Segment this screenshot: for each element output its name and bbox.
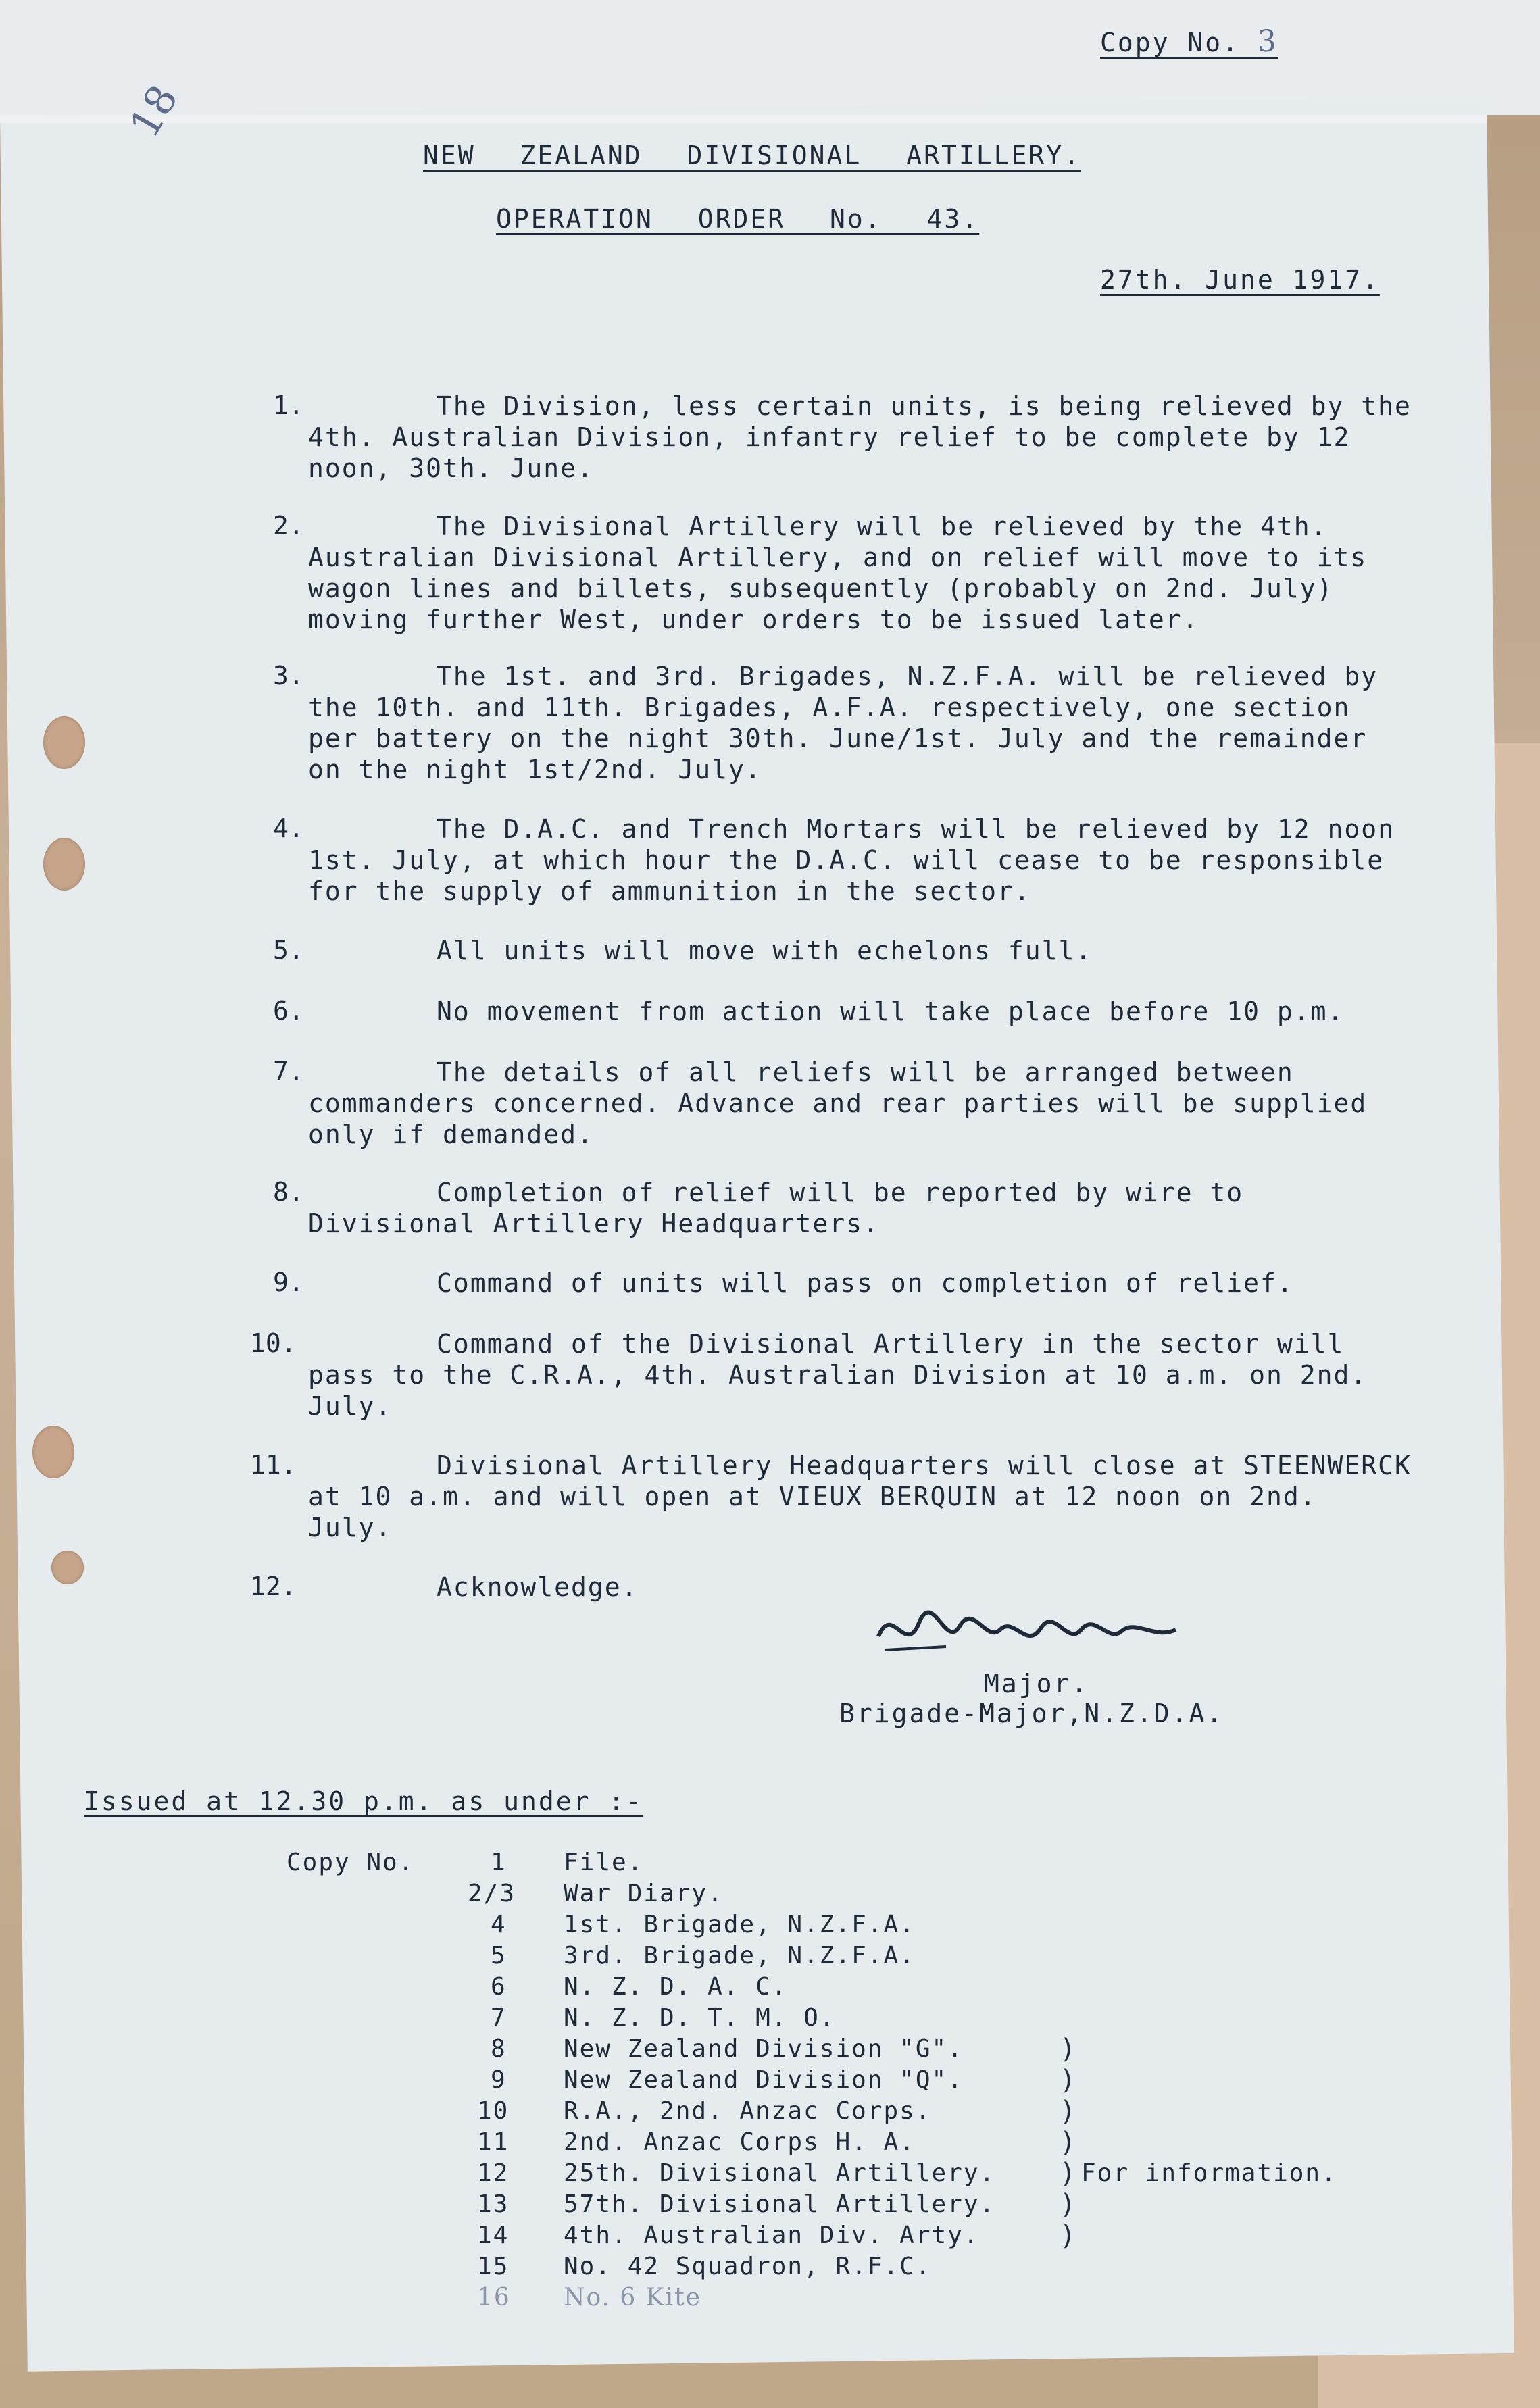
- paragraph-continuation: 12 noon 1st. July, at which hour the D.A.C. will cease to be responsible for the supply of ammunition in the sector.: [308, 814, 1395, 906]
- paragraph-text: [308, 511, 1416, 635]
- paragraph-text: [308, 1177, 1416, 1239]
- paragraph-first-line: The Divisional Artillery will be relieved by the 4th.: [437, 511, 1328, 541]
- paragraph-number: 5.: [273, 935, 304, 965]
- paragraph-number: 2.: [273, 511, 304, 541]
- paragraph-number: 12.: [250, 1572, 297, 1601]
- distribution-copy-number: 10: [477, 2097, 510, 2125]
- paragraph-text: [308, 1328, 1416, 1422]
- paragraph-text: [308, 1572, 1416, 1603]
- distribution-copy-number: 13: [477, 2190, 510, 2218]
- paragraph-text: [308, 391, 1416, 484]
- paragraph-number: 3.: [273, 661, 304, 691]
- info-brace: ): [1060, 2220, 1076, 2251]
- distribution-copy-number: 15: [477, 2253, 510, 2280]
- distribution-copy-number: 16: [477, 2284, 511, 2311]
- paragraph-number: 1.: [273, 391, 304, 420]
- document-date: 27th. June 1917.: [1100, 265, 1381, 295]
- distribution-heading: Issued at 12.30 p.m. as under :-: [84, 1786, 644, 1816]
- distribution-copy-number: 6: [491, 1973, 507, 2001]
- signature-role: Brigade-Major,N.Z.D.A.: [839, 1699, 1224, 1728]
- paragraph-first-line: The details of all reliefs will be arranged between: [437, 1057, 1294, 1087]
- paragraph-number: 10.: [250, 1328, 297, 1358]
- paragraph-first-line: Command of the Divisional Artillery in the sector: [437, 1329, 1261, 1359]
- paragraph-continuation: commanders concerned. Advance and rear parties will be supplied only if demanded.: [308, 1088, 1368, 1149]
- distribution-recipient: N. Z. D. T. M. O.: [564, 2004, 836, 2032]
- signature: [865, 1589, 1189, 1673]
- paragraph-first-line: No movement from action will take place before 10 p.m.: [437, 997, 1345, 1026]
- distribution-recipient: No. 6 Kite: [564, 2284, 701, 2311]
- paragraph-first-line: Command of units will pass on completion of relief.: [437, 1268, 1294, 1298]
- paragraph-first-line: Completion of relief will be reported by wire to: [437, 1178, 1244, 1207]
- paragraph-continuation: will pass to the C.R.A., 4th. Australian Division at 10 a.m. on 2nd. July.: [308, 1329, 1368, 1421]
- paragraph-first-line: The D.A.C. and Trench Mortars will be relieved by: [437, 814, 1261, 844]
- paragraph-number: 7.: [273, 1057, 304, 1086]
- paragraph-number: 4.: [273, 813, 304, 843]
- info-brace: ): [1060, 2065, 1076, 2096]
- document-title: NEW ZEALAND DIVISIONAL ARTILLERY.: [423, 141, 1081, 170]
- distribution-recipient: 57th. Divisional Artillery.: [564, 2190, 996, 2218]
- distribution-copy-number: 1: [491, 1849, 507, 1876]
- copy-no-label: Copy No.: [287, 1849, 415, 1876]
- paragraph-text: [308, 996, 1416, 1027]
- info-brace: ): [1060, 2127, 1076, 2158]
- paragraph-first-line: All units will move with echelons full.: [437, 936, 1093, 965]
- paragraph-text: [308, 1268, 1416, 1299]
- corner-handwriting: 18: [120, 77, 188, 146]
- distribution-copy-number: 5: [491, 1942, 507, 1970]
- paragraph-text: [308, 1057, 1416, 1150]
- document-subtitle: OPERATION ORDER No. 43.: [496, 204, 980, 234]
- copy-number: 3: [1257, 24, 1278, 59]
- paragraph-first-line: Divisional Artillery Headquarters will close at: [437, 1451, 1227, 1480]
- distribution-recipient: No. 42 Squadron, R.F.C.: [564, 2253, 932, 2280]
- signature-rank: Major.: [984, 1669, 1089, 1699]
- paragraph-number: 9.: [273, 1268, 304, 1297]
- distribution-copy-number: 9: [491, 2066, 507, 2094]
- distribution-copy-number: 12: [477, 2159, 510, 2187]
- paragraph-continuation: by the 10th. and 11th. Brigades, A.F.A. respectively, one section per battery on the night 30th. June/1st. July and the remainder on the night 1st/2nd. July.: [308, 661, 1378, 784]
- paragraph-continuation: Divisional Artillery Headquarters.: [308, 1209, 880, 1238]
- paragraph-continuation: by the 4th. Australian Division, infantry relief to be complete by 12 noon, 30th. June.: [308, 391, 1412, 483]
- distribution-recipient: N. Z. D. A. C.: [564, 1973, 788, 2001]
- info-brace: ): [1060, 2189, 1076, 2220]
- copy-label: Copy No. 3: [1100, 24, 1278, 59]
- paragraph-first-line: The 1st. and 3rd. Brigades, N.Z.F.A. will be relieved: [437, 661, 1328, 691]
- for-information-note: For information.: [1081, 2159, 1337, 2187]
- info-brace: ): [1060, 2034, 1076, 2065]
- distribution-copy-number: 2/3: [468, 1880, 516, 1907]
- paragraph-text: [308, 1450, 1416, 1543]
- distribution-copy-number: 8: [491, 2035, 507, 2063]
- distribution-recipient: New Zealand Division "G".: [564, 2035, 964, 2063]
- paragraph-text: [308, 661, 1416, 785]
- distribution-recipient: R.A., 2nd. Anzac Corps.: [564, 2097, 932, 2125]
- paragraph-text: [308, 935, 1416, 966]
- paragraph-text: [308, 813, 1416, 907]
- info-brace: ): [1060, 2096, 1076, 2127]
- distribution-recipient: 4th. Australian Div. Arty.: [564, 2222, 980, 2249]
- paragraph-number: 6.: [273, 996, 304, 1026]
- distribution-recipient: 2nd. Anzac Corps H. A.: [564, 2128, 916, 2156]
- distribution-recipient: 25th. Divisional Artillery.: [564, 2159, 996, 2187]
- paragraph-number: 8.: [273, 1177, 304, 1207]
- paragraph-first-line: Acknowledge.: [437, 1572, 639, 1602]
- info-brace: ): [1060, 2158, 1076, 2189]
- distribution-recipient: 3rd. Brigade, N.Z.F.A.: [564, 1942, 916, 1970]
- distribution-copy-number: 7: [491, 2004, 507, 2032]
- distribution-copy-number: 11: [477, 2128, 510, 2156]
- paragraph-continuation: Australian Divisional Artillery, and on relief will move to its wagon lines and billets, subsequently (probably on 2nd. July) moving further West, under orders to be issued later.: [308, 543, 1368, 634]
- distribution-recipient: New Zealand Division "Q".: [564, 2066, 964, 2094]
- distribution-recipient: 1st. Brigade, N.Z.F.A.: [564, 1911, 916, 1938]
- paragraph-number: 11.: [250, 1450, 297, 1480]
- distribution-recipient: War Diary.: [564, 1880, 724, 1907]
- paragraph-continuation: STEENWERCK at 10 a.m. and will open at VIEUX BERQUIN at 12 noon on 2nd. July.: [308, 1451, 1412, 1542]
- distribution-recipient: File.: [564, 1849, 644, 1876]
- paragraph-first-line: The Division, less certain units, is being relieved: [437, 391, 1294, 421]
- distribution-copy-number: 4: [491, 1911, 507, 1938]
- distribution-copy-number: 14: [477, 2222, 510, 2249]
